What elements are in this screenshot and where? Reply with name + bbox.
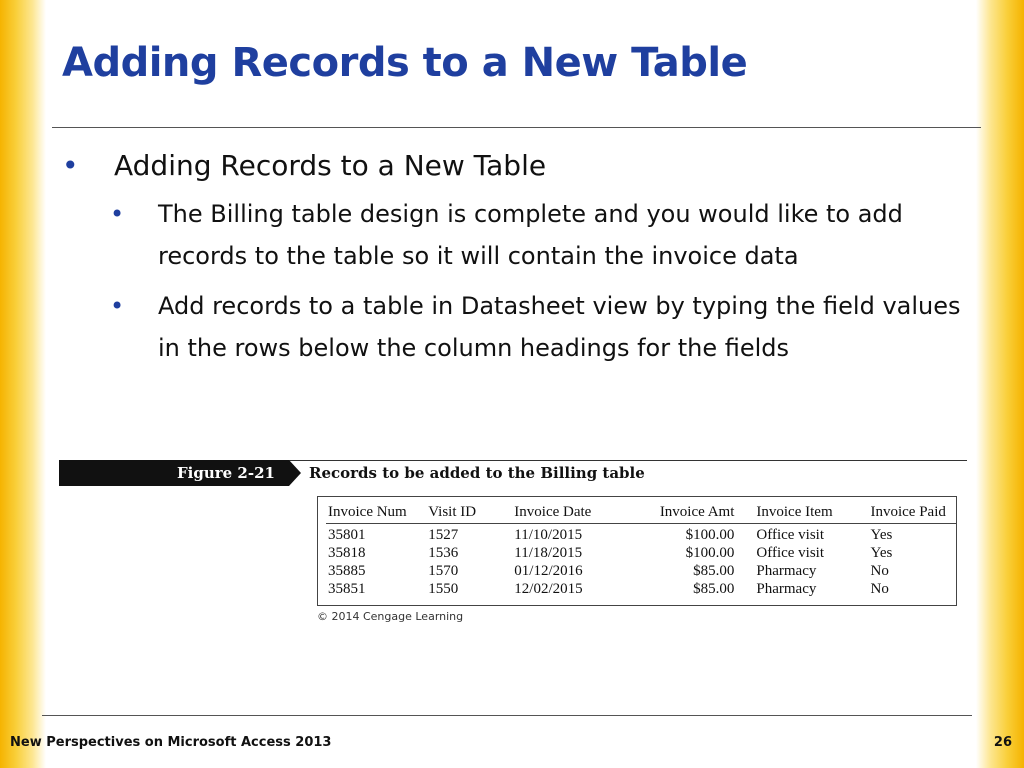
column-header: Invoice Date	[512, 501, 626, 524]
footer-divider	[42, 715, 972, 716]
column-header: Invoice Num	[326, 501, 426, 524]
column-header: Invoice Paid	[868, 501, 956, 524]
table-row	[326, 544, 956, 562]
table-cell: 12/02/2015	[514, 580, 583, 597]
sub-bullet-2	[110, 285, 978, 369]
table-cell: 35851	[328, 580, 366, 597]
bullet-icon: •	[110, 292, 125, 320]
title-divider	[52, 127, 981, 128]
table-cell: 11/18/2015	[514, 544, 583, 561]
table-header-row	[326, 501, 956, 524]
table-cell: $100.00	[685, 544, 735, 561]
figure-header	[59, 460, 967, 486]
table-cell: Pharmacy	[756, 580, 817, 597]
table-cell: Yes	[870, 544, 893, 561]
table-row	[326, 524, 956, 545]
sub-bullet-1	[110, 193, 978, 277]
table-cell: 35801	[328, 526, 366, 543]
figure-copyright: © 2014 Cengage Learning	[317, 610, 464, 623]
table-cell: Pharmacy	[756, 562, 817, 579]
right-gold-edge	[976, 0, 1024, 768]
table-cell: No	[870, 562, 889, 579]
bullet-main-text: Adding Records to a New Table	[114, 149, 547, 182]
table-cell: Office visit	[756, 544, 825, 561]
table-cell: 1527	[428, 526, 459, 543]
table-cell: 35818	[328, 544, 366, 561]
table-cell: $85.00	[693, 562, 735, 579]
table-cell: 1570	[428, 562, 459, 579]
bullet-main	[62, 145, 982, 187]
column-header: Invoice Amt	[626, 501, 754, 524]
figure-label: Figure 2-21	[59, 460, 289, 486]
bullet-icon: •	[62, 149, 79, 182]
billing-records-table	[317, 496, 957, 606]
page-number: 26	[993, 735, 1012, 750]
footer-book-title: New Perspectives on Microsoft Access 2013	[10, 735, 332, 750]
sub-bullet-2-text: Add records to a table in Datasheet view by typing the field values in the rows below the column headings for the fields	[158, 292, 961, 362]
slide-title: Adding Records to a New Table	[62, 40, 748, 86]
bullet-icon: •	[110, 200, 125, 228]
table-cell: Yes	[870, 526, 893, 543]
figure-label-arrow-icon	[289, 460, 301, 486]
figure-caption: Records to be added to the Billing table	[309, 464, 645, 482]
table-cell: Office visit	[756, 526, 825, 543]
column-header: Visit ID	[426, 501, 512, 524]
sub-bullet-1-text: The Billing table design is complete and you would like to add records to the table so it will contain the invoice data	[158, 200, 903, 270]
table-cell: $85.00	[693, 580, 735, 597]
left-gold-edge	[0, 0, 46, 768]
table-cell: No	[870, 580, 889, 597]
table-cell: 35885	[328, 562, 366, 579]
table-cell: 11/10/2015	[514, 526, 583, 543]
bullet-list	[62, 145, 982, 377]
table-row	[326, 580, 956, 598]
table-row	[326, 562, 956, 580]
table-cell: 01/12/2016	[514, 562, 583, 579]
table-cell: 1550	[428, 580, 459, 597]
column-header: Invoice Item	[754, 501, 868, 524]
table-cell: $100.00	[685, 526, 735, 543]
table-cell: 1536	[428, 544, 459, 561]
